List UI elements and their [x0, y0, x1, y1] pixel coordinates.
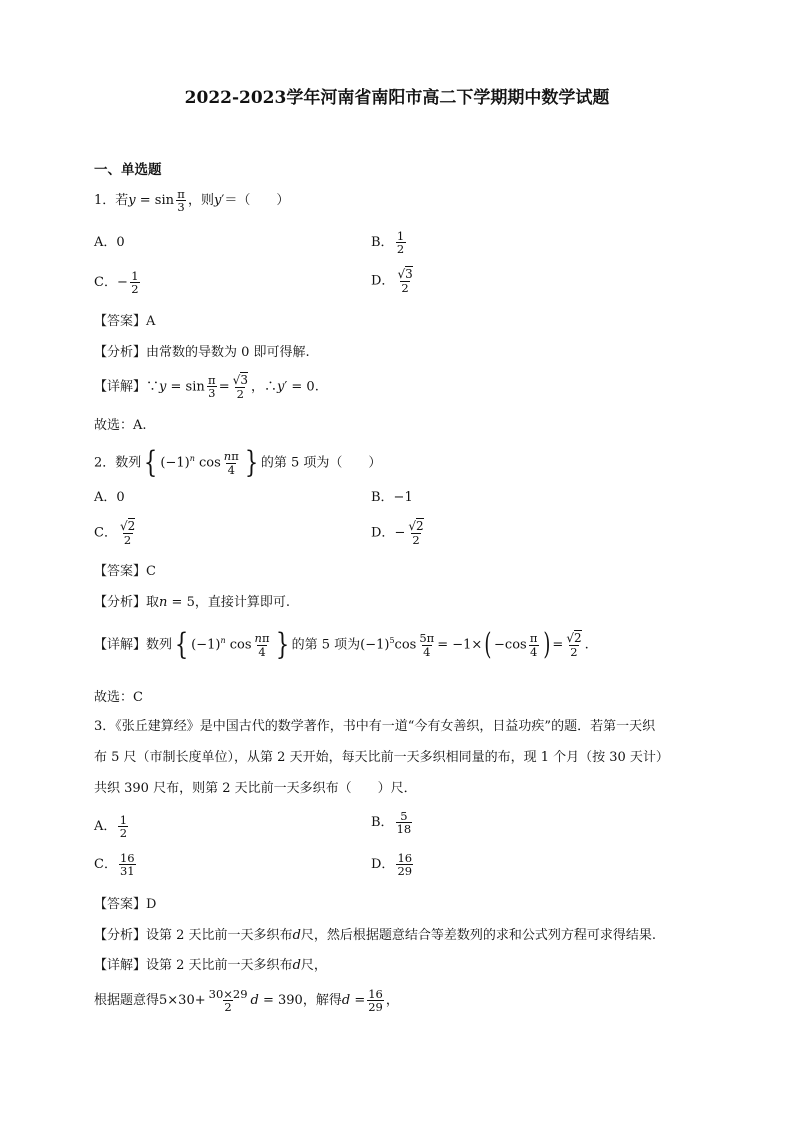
q1-option-b: B． $\frac{1}{2}$ — [371, 229, 405, 257]
q2-analysis: 【分析】取n = 5，直接计算即可. — [94, 595, 290, 610]
q1-option-d: D． $\frac{√3}{2}$ — [371, 267, 413, 295]
q1-detail: 【详解】∵y = sin $\frac{\pi}{3}$ = $\frac{√3}{2}$ ，∴y′ = 0. — [94, 373, 319, 401]
q1-analysis: 【分析】由常数的导数为 0 即可得解. — [94, 345, 310, 360]
q2-choose: 故选：C — [94, 690, 143, 705]
q2-option-b: B．−1 — [371, 490, 413, 505]
q2-stem: 2．数列{ $(-1)^n$ cos $\frac{n\pi}{4}$ } 的第 5 项为（ ） — [94, 445, 382, 480]
q3-option-d: D． $\frac{16}{29}$ — [371, 851, 413, 879]
q3-option-b: B． $\frac{5}{18}$ — [371, 809, 412, 837]
q3-stem-line3: 共织 390 尺布，则第 2 天比前一天多织布（ ）尺． — [94, 781, 417, 796]
q2-answer: 【答案】C — [94, 564, 156, 579]
q1-choose: 故选：A. — [94, 418, 147, 433]
q3-equation: 根据题意得5×30+ $\frac{30\times 29}{2}$ d = 390，解得d = $\frac{16}{29}$ ， — [94, 987, 399, 1015]
page-title: 2022-2023学年河南省南阳市高二下学期期中数学试题 — [184, 88, 610, 108]
q1-answer: 【答案】A — [94, 314, 156, 329]
q1-option-c: C．− $\frac{1}{2}$ — [94, 269, 139, 297]
q3-answer: 【答案】D — [94, 897, 157, 912]
q3-detail: 【详解】设第 2 天比前一天多织布d尺， — [94, 958, 327, 973]
q1-stem-mid: ，则 — [188, 193, 215, 209]
q3-analysis: 【分析】设第 2 天比前一天多织布d尺，然后根据题意结合等差数列的求和公式列方程可求得结果. — [94, 928, 657, 943]
section-heading: 一、单选题 — [94, 162, 162, 178]
q1-option-a: A．0 — [94, 235, 125, 250]
q3-option-a: A． $\frac{1}{2}$ — [94, 813, 128, 841]
q1-stem-suffix: ＝（ ） — [224, 193, 290, 209]
q1-stem: 1．若y = sin $\frac{\pi}{3}$ ，则y′＝（ ） — [94, 187, 290, 215]
q2-option-a: A．0 — [94, 490, 125, 505]
q3-option-c: C． $\frac{16}{31}$ — [94, 851, 135, 879]
q2-option-d: D．− $\frac{√2}{2}$ — [371, 519, 424, 547]
q3-stem-line1: 3．《张丘建算经》是中国古代的数学著作，书中有一道“今有女善织，日益功疾”的题．若第一天织 — [94, 719, 656, 734]
q2-option-c: C． $\frac{√2}{2}$ — [94, 519, 136, 547]
q3-stem-line2: 布 5 尺（市制长度单位），从第 2 天开始，每天比前一天多织相同量的布，现 1 个月（按 30 天计） — [94, 750, 669, 765]
q1-stem-prefix: 1．若 — [94, 193, 129, 209]
q2-detail: 【详解】数列{ $(-1)^n$ cos $\frac{n\pi}{4}$ } 的第 5 项为$(-1)^5\cos$ $\frac{5\pi}{4}$ = −1×( −cos $\frac{\pi}{4}$ ) = $\frac{√2}{2}$ . — [94, 627, 589, 662]
